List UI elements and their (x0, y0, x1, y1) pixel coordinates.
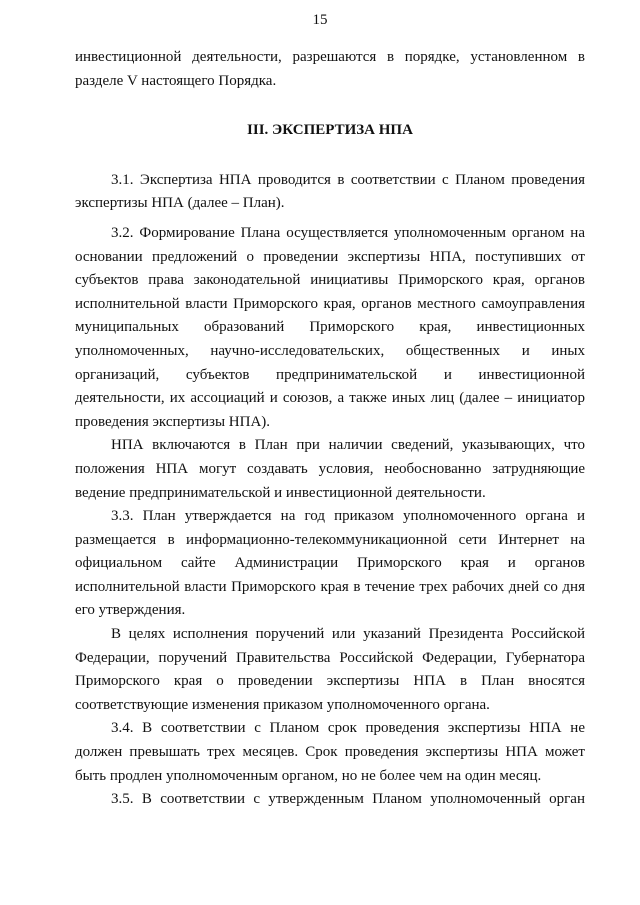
paragraph-3-4: 3.4. В соответствии с Планом срок проведения экспертизы НПА не должен превышать трех месяцев. Срок проведения экспертизы НПА может быть продлен уполномоченным органом, но не более чем на один месяц. (75, 720, 585, 784)
paragraph-3-3: 3.3. План утверждается на год приказом уполномоченного органа и размещается в информационно-телекоммуникационной сети Интернет на официальном сайте Администрации Приморского края и органов исполнительной власти Приморского края в течение трех рабочих дней со дня его утверждения. (75, 508, 585, 619)
paragraph-npa-inclusion: НПА включаются в План при наличии сведений, указывающих, что положения НПА могут создавать условия, необоснованно затрудняющие ведение предпринимательской и инвестиционной деятельности. (75, 437, 585, 501)
paragraph-3-2: 3.2. Формирование Плана осуществляется уполномоченным органом на основании предложений о проведении экспертизы НПА, поступивших от субъектов права законодательной инициативы Приморского края, органов исполнительной власти Приморского края, органов местного самоуправления муниципальных образований Приморского края, инвестиционных уполномоченных, научно-исследовательских, общественных и иных организаций, субъектов предпринимательской и инвестиционной деятельности, их ассоциаций и союзов, а также иных лиц (далее – инициатор проведения экспертизы НПА). (75, 224, 585, 430)
paragraph-3-1: 3.1. Экспертиза НПА проводится в соответствии с Планом проведения экспертизы НПА (далее – План). (75, 171, 585, 212)
page-number: 15 (312, 12, 328, 28)
section-heading: III. ЭКСПЕРТИЗА НПА (247, 122, 413, 139)
paragraph-continuation: инвестиционной деятельности, разрешаются в порядке, установленном в разделе V настоящего Порядка. (75, 49, 585, 89)
document-body (75, 46, 585, 812)
paragraph-3-5: 3.5. В соответствии с утвержденным Планом уполномоченный орган (111, 791, 585, 808)
paragraph-presidential-orders: В целях исполнения поручений или указаний Президента Российской Федерации, поручений Правительства Российской Федерации, Губернатора Приморского края о проведении экспертизы НПА в План вносятся соответствующие изменения приказом уполномоченного органа. (75, 626, 585, 713)
